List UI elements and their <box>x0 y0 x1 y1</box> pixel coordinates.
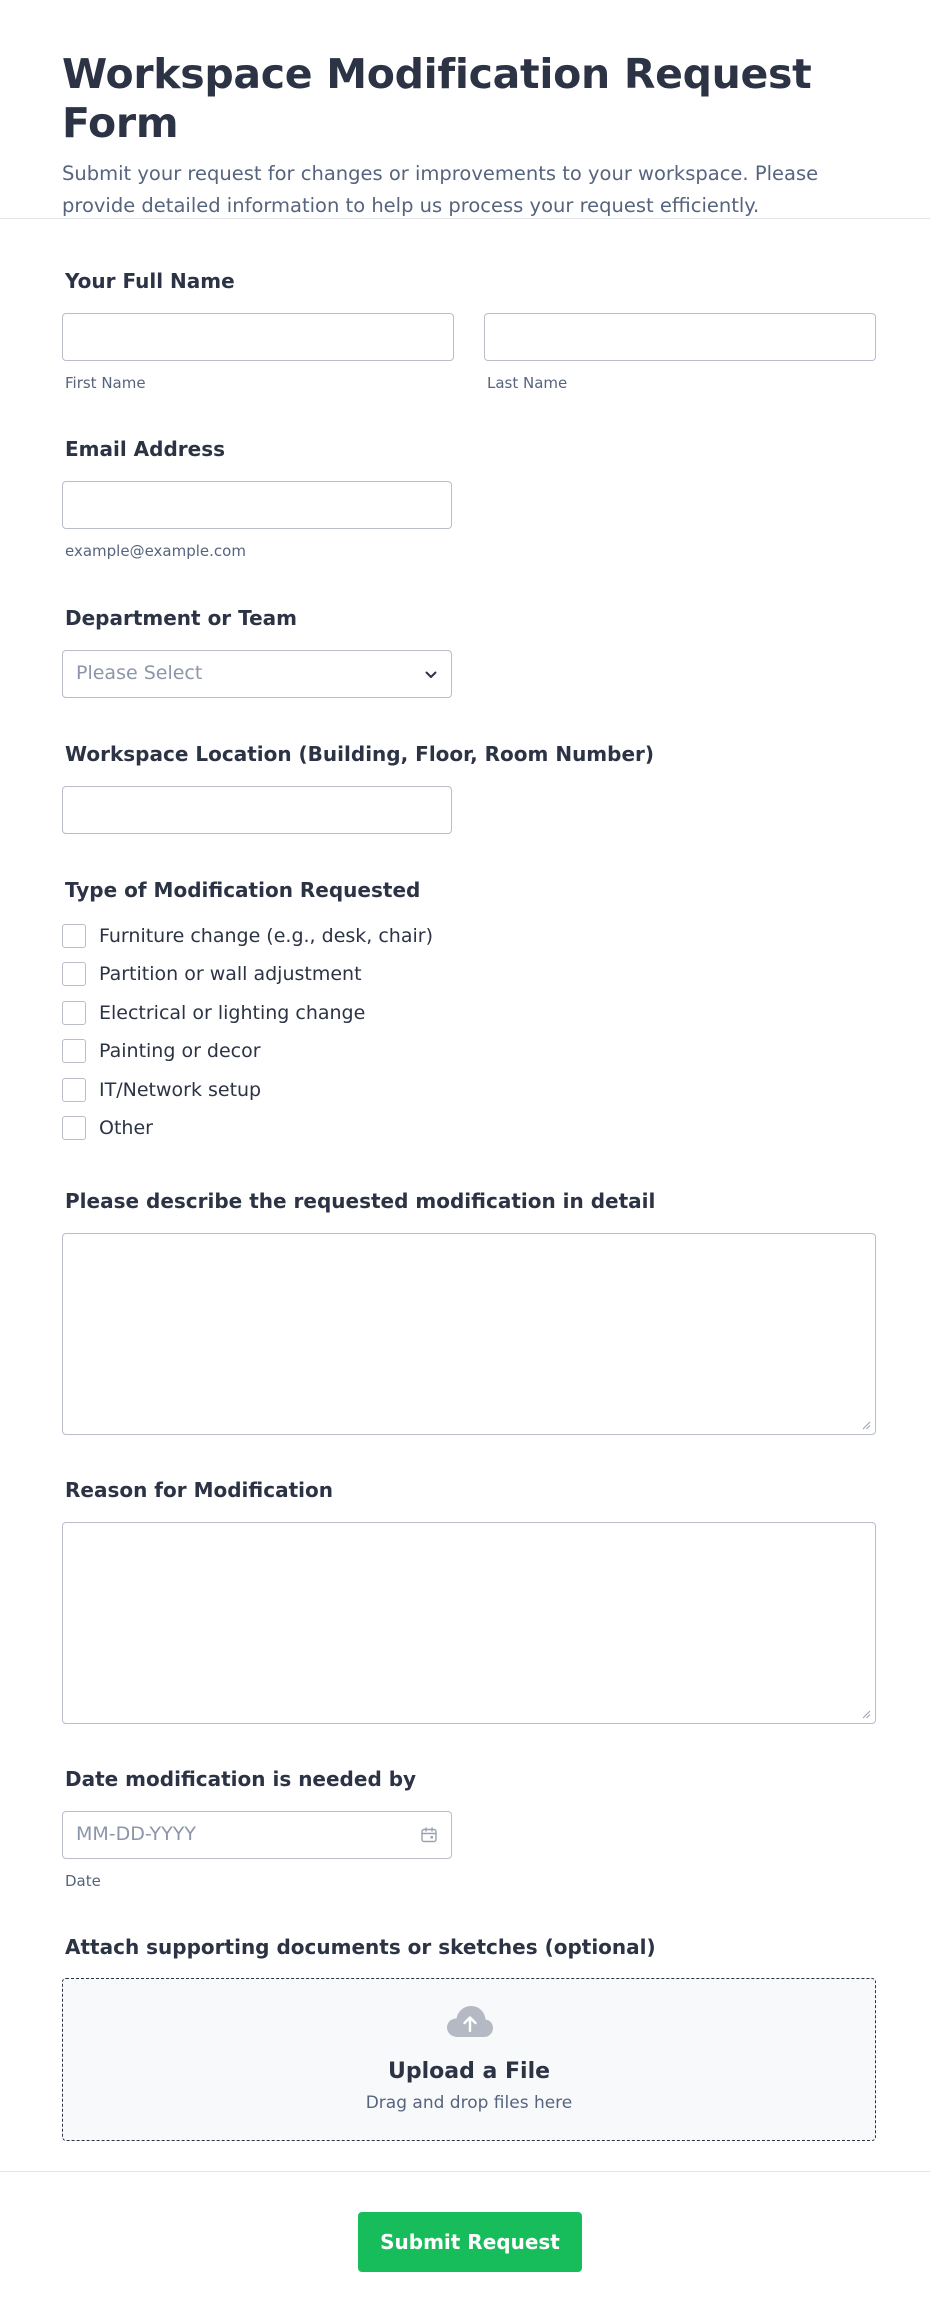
email-field[interactable] <box>62 481 452 529</box>
date-placeholder: MM-DD-YYYY <box>76 1823 196 1845</box>
checkbox[interactable] <box>62 962 86 986</box>
chevron-down-icon <box>423 667 439 683</box>
modification-type-label: Type of Modification Requested <box>65 878 421 902</box>
department-select[interactable] <box>62 650 452 698</box>
form-header <box>0 0 930 219</box>
description-textarea[interactable] <box>62 1233 876 1435</box>
checkbox-label: Painting or decor <box>99 1040 261 1062</box>
full-name-label: Your Full Name <box>65 269 235 293</box>
checkbox-label: IT/Network setup <box>99 1079 262 1101</box>
checkbox-label: Other <box>99 1117 153 1139</box>
first-name-input[interactable] <box>62 313 454 361</box>
upload-title: Upload a File <box>387 2059 551 2084</box>
attachment-label: Attach supporting documents or sketches (optional) <box>65 1935 656 1959</box>
checkbox-label: Electrical or lighting change <box>99 1002 366 1024</box>
checkbox[interactable] <box>62 1078 86 1102</box>
checkbox-label: Furniture change (e.g., desk, chair) <box>99 925 433 947</box>
calendar-icon[interactable] <box>420 1826 438 1844</box>
checkbox[interactable] <box>62 1039 86 1063</box>
date-input[interactable] <box>62 1811 452 1859</box>
department-placeholder: Please Select <box>76 662 203 684</box>
form-body <box>0 219 930 2169</box>
date-label: Date modification is needed by <box>65 1767 417 1791</box>
date-sublabel: Date <box>65 1872 101 1890</box>
checkbox-label: Partition or wall adjustment <box>99 963 362 985</box>
resize-handle-icon[interactable] <box>862 1710 871 1719</box>
checkbox[interactable] <box>62 1116 86 1140</box>
divider <box>0 2171 930 2172</box>
email-sublabel: example@example.com <box>65 542 246 560</box>
reason-textarea[interactable] <box>62 1522 876 1724</box>
form-title: Workspace Modification Request Form <box>62 50 812 148</box>
checkbox[interactable] <box>62 1001 86 1025</box>
email-label: Email Address <box>65 437 226 461</box>
first-name-sublabel: First Name <box>65 374 146 392</box>
location-input[interactable] <box>62 786 452 834</box>
description-label: Please describe the requested modification in detail <box>65 1189 656 1213</box>
last-name-input[interactable] <box>484 313 876 361</box>
upload-subtitle: Drag and drop files here <box>365 2093 573 2113</box>
reason-label: Reason for Modification <box>65 1478 333 1502</box>
department-label: Department or Team <box>65 606 298 630</box>
submit-button[interactable]: Submit Request <box>358 2212 582 2272</box>
last-name-sublabel: Last Name <box>487 374 568 392</box>
location-label: Workspace Location (Building, Floor, Room Number) <box>65 742 655 766</box>
file-dropzone[interactable] <box>62 1978 876 2141</box>
checkbox[interactable] <box>62 924 86 948</box>
form-subtitle: Submit your request for changes or improvements to your workspace. Please provide detailed information to help us process your request efficiently. <box>62 162 819 218</box>
resize-handle-icon[interactable] <box>862 1421 871 1430</box>
cloud-upload-icon <box>446 2004 494 2040</box>
